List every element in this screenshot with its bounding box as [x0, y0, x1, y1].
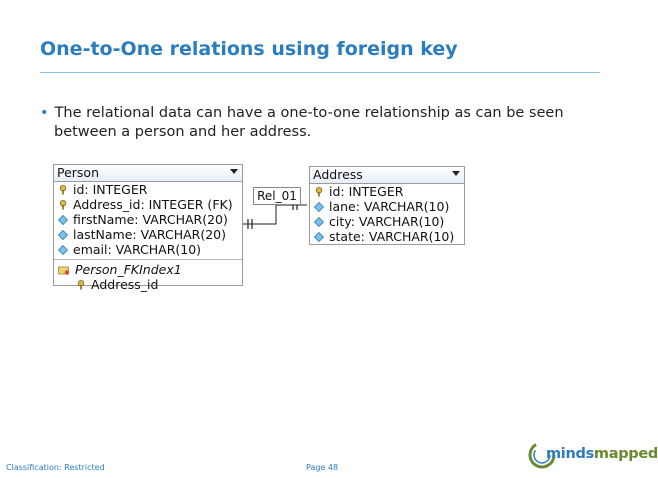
person-index-column-row[interactable]: Address_id	[54, 277, 242, 292]
classification-label: Classification: Restricted	[6, 463, 105, 472]
person-column-row[interactable]: email: VARCHAR(10)	[54, 242, 242, 257]
relationship-label[interactable]: Rel_01	[253, 187, 301, 205]
person-index-row[interactable]: Person_FKIndex1	[54, 262, 242, 277]
slide-title: One-to-One relations using foreign key	[40, 38, 458, 60]
chevron-down-icon[interactable]	[230, 169, 238, 174]
diamond-icon	[314, 232, 324, 242]
person-table-header[interactable]	[54, 165, 242, 182]
person-column-row[interactable]: Address_id: INTEGER (FK)	[54, 197, 242, 212]
address-column-row[interactable]: state: VARCHAR(10)	[310, 229, 464, 244]
address-table[interactable]	[309, 166, 465, 245]
bullet-icon: •	[40, 105, 49, 121]
bullet-line-2: between a person and her address.	[54, 124, 312, 140]
chevron-down-icon[interactable]	[452, 171, 460, 176]
page-number: Page 48	[306, 463, 339, 472]
address-column-row[interactable]: lane: VARCHAR(10)	[310, 199, 464, 214]
diamond-icon	[314, 202, 324, 212]
key-icon	[76, 280, 86, 290]
person-column-row[interactable]: id: INTEGER	[54, 182, 242, 197]
address-column-row[interactable]: id: INTEGER	[310, 184, 464, 199]
diamond-icon	[314, 217, 324, 227]
index-divider	[54, 259, 242, 260]
address-column-row[interactable]: city: VARCHAR(10)	[310, 214, 464, 229]
person-table-name: Person	[57, 165, 100, 180]
diamond-icon	[58, 215, 68, 225]
bullet-line-1: The relational data can have a one-to-one relationship as can be seen	[54, 105, 564, 121]
key-icon	[314, 187, 324, 197]
address-table-name: Address	[313, 167, 363, 182]
folder-index-icon	[58, 265, 70, 275]
person-column-row[interactable]: firstName: VARCHAR(20)	[54, 212, 242, 227]
diamond-icon	[58, 230, 68, 240]
key-icon	[58, 200, 68, 210]
key-icon	[58, 185, 68, 195]
person-column-row[interactable]: lastName: VARCHAR(20)	[54, 227, 242, 242]
logo-wordmark: mindsmapped	[546, 446, 658, 462]
address-table-header[interactable]	[310, 167, 464, 184]
person-table[interactable]	[53, 164, 243, 292]
diamond-icon	[58, 245, 68, 255]
